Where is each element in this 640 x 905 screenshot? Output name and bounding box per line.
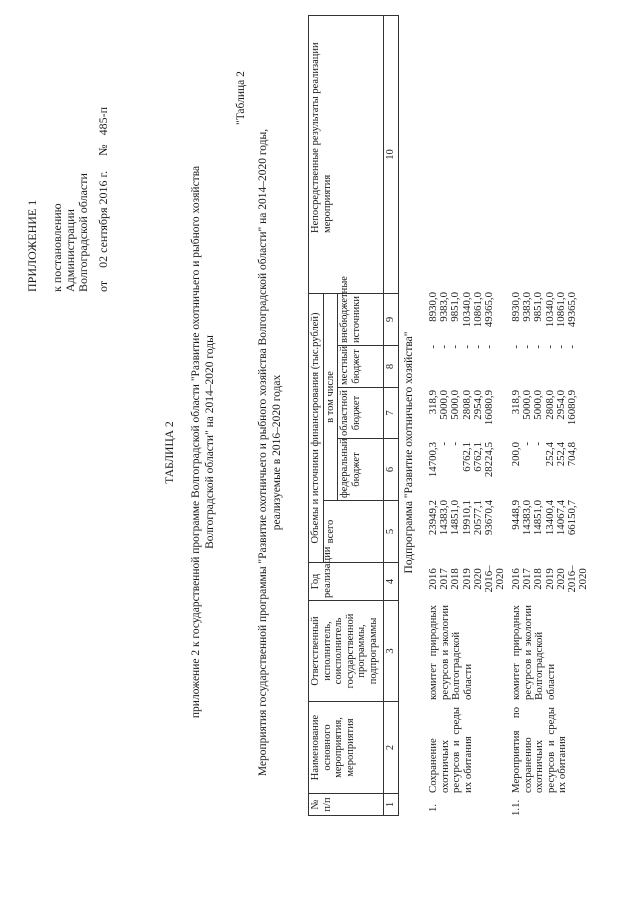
row-local: - - - - - -	[427, 345, 495, 349]
col-num-header: № п/п	[309, 794, 384, 816]
row-total: 9448,9 14383,0 14851,0 13400,4 14067,4 66150,7	[510, 500, 578, 536]
col-number-10: 10	[384, 15, 399, 293]
table-title: ТАБЛИЦА 2	[164, 421, 176, 484]
main-heading: Мероприятия государственной программы "Развитие охотничьего и рыбного хозяйства Волгоградской области" на 2014–2020 годы,	[257, 128, 269, 777]
col-number-9: 9	[384, 293, 399, 345]
row-years: 2016 2017 2018 2019 2020 2016–2020	[510, 565, 590, 593]
col-federal-header: федеральный бюджет	[338, 439, 384, 501]
row-name: Сохранение охотничьих ресурсов и среды их обитания	[427, 707, 474, 793]
col-number-5: 5	[384, 501, 399, 563]
row-number: 1.	[427, 803, 439, 812]
supplement-note: приложение 2 к государственной программе Волгоградской области "Развитие охотничьего и рыбного хозяйства Волгоградской области" на 2014–2020 годы	[190, 165, 216, 719]
col-name-header: Наименование основного мероприятия, мероприятия	[309, 702, 384, 794]
col-funding-group-header: Объемы и источники финансирования (тыс.рублей)	[309, 293, 324, 562]
row-extra: 8930,0 9383,0 9851,0 10340,0 10861,0 49365,0	[427, 292, 495, 328]
row-executor: комитет природных ресурсов и экологии Волгоградской области	[427, 605, 474, 700]
col-number-4: 4	[384, 563, 399, 601]
row-extra: 8930,0 9383,0 9851,0 10340,0 10861,0 49365,0	[510, 292, 578, 328]
row-regional: 318,9 5000,0 5000,0 2808,0 2954,0 16080,9	[510, 390, 578, 426]
col-number-3: 3	[384, 601, 399, 702]
col-number-2: 2	[384, 702, 399, 794]
col-number-1: 1	[384, 794, 399, 816]
row-years: 2016 2017 2018 2019 2020 2016–2020	[427, 565, 507, 593]
row-number: 1.1.	[510, 799, 522, 816]
appendix-line-1: к постановлению	[50, 203, 64, 292]
row-federal: 14700,3 - - 6762,1 6762,1 28224,5	[427, 442, 495, 478]
col-extra-header: внебюджетные источники	[338, 293, 384, 345]
appendix-title: ПРИЛОЖЕНИЕ 1	[25, 199, 39, 292]
row-name: Мероприятия по сохранению охотничьих ресурсов и среды их обитания	[510, 707, 568, 793]
date-prefix: от	[96, 280, 110, 292]
col-year-header: Год реализации	[309, 563, 384, 601]
col-number-6: 6	[384, 439, 399, 501]
table-label: "Таблица 2	[235, 71, 247, 125]
col-result-header: Непосредственные результаты реализации мероприятия	[309, 15, 384, 293]
number-value: 485-п	[96, 107, 110, 136]
row-regional: 318,9 5000,0 5000,0 2808,0 2954,0 16080,9	[427, 390, 495, 426]
row-total: 23949,2 14383,0 14851,0 19910,1 20577,1 93670,4	[427, 500, 495, 536]
subprogram-title: Подпрограмма "Развитие охотничьего хозяйства"	[403, 331, 415, 574]
col-regional-header: областной бюджет	[338, 388, 384, 439]
number-prefix: №	[96, 144, 110, 156]
col-number-7: 7	[384, 388, 399, 439]
col-total-header: всего	[323, 501, 384, 563]
col-local-header: местный бюджет	[338, 346, 384, 388]
row-executor: комитет природных ресурсов и экологии Волгоградской области	[510, 605, 557, 700]
col-incl-header: в том числе	[323, 293, 338, 500]
col-number-8: 8	[384, 346, 399, 388]
funding-table-header	[308, 15, 399, 816]
appendix-date-line	[97, 107, 111, 292]
main-heading-2: реализуемые в 2016–2020 годах	[271, 374, 283, 531]
appendix-line-3: Волгоградской области	[76, 173, 90, 292]
date-value: 02 сентября 2016 г.	[96, 170, 110, 268]
row-local: - - - - - -	[510, 345, 578, 349]
row-federal: 200,0 - - 252,4 252,4 704,8	[510, 442, 578, 467]
appendix-line-2: Администрации	[63, 209, 77, 292]
col-executor-header: Ответственный исполнитель, соисполнитель государственной программы, подпрограммы	[309, 601, 384, 702]
